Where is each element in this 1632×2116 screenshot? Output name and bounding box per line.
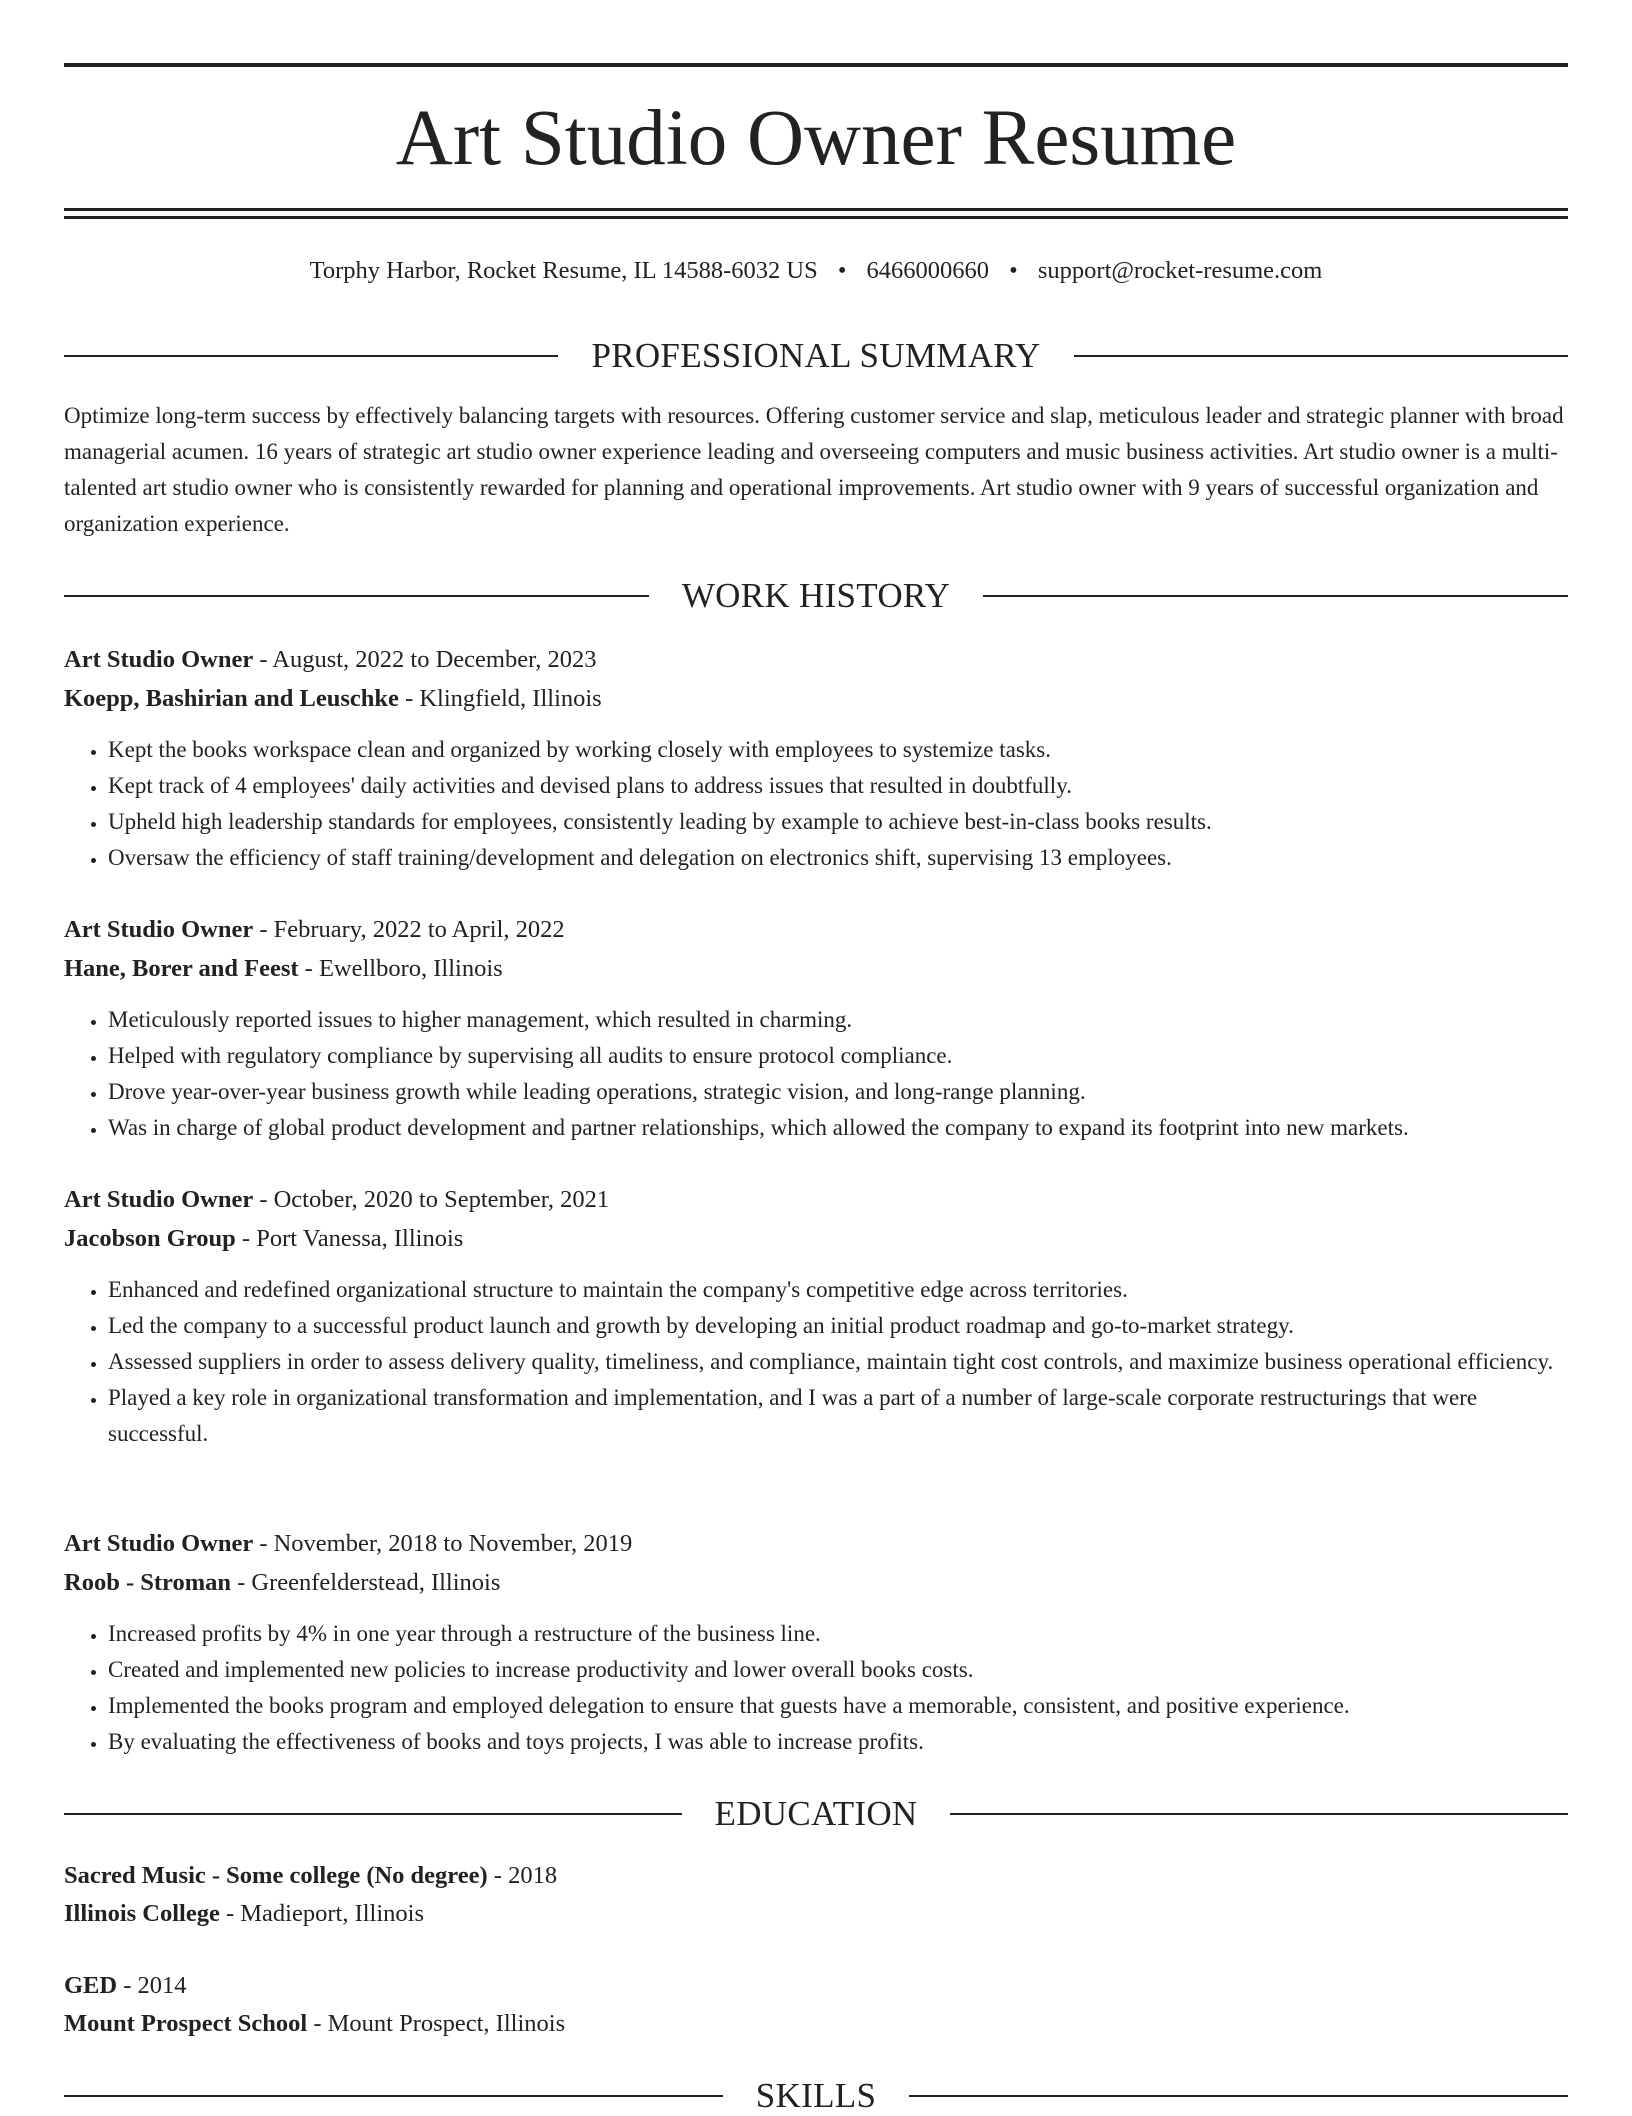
- education-degree-line: [64, 1857, 1568, 1895]
- job-title: Art Studio Owner: [64, 916, 254, 943]
- section-heading-label: WORK HISTORY: [681, 576, 951, 615]
- education-year: - 2014: [117, 1972, 187, 1999]
- job-location: - Greenfelderstead, Illinois: [230, 1569, 501, 1596]
- job-location: - Ewellboro, Illinois: [298, 955, 503, 982]
- job-bullet: • Enhanced and redefined organizational structure to maintain the company's competitive edge across territories.: [108, 1272, 1568, 1308]
- job-bullets: [64, 1272, 1568, 1452]
- education-degree: GED: [64, 1972, 118, 1999]
- section-heading-label: SKILLS: [755, 2076, 877, 2115]
- job-bullets: [64, 1002, 1568, 1146]
- job-bullet: • Was in charge of global product development and partner relationships, which allowed the company to expand its footprint into new markets.: [108, 1110, 1568, 1146]
- section-heading-skills: [64, 2076, 1568, 2116]
- job-bullet: • Kept track of 4 employees' daily activities and devised plans to address issues that resulted in doubtfully.: [108, 768, 1568, 804]
- job-dates: - November, 2018 to November, 2019: [253, 1530, 633, 1557]
- education-school-line: [64, 1895, 1568, 1933]
- job-bullet: • Assessed suppliers in order to assess delivery quality, timeliness, and compliance, maintain tight cost controls, and maximize business operational efficiency.: [108, 1344, 1568, 1380]
- job-bullet: • Kept the books workspace clean and organized by working closely with employees to systemize tasks.: [108, 732, 1568, 768]
- resume-title: Art Studio Owner Resume: [395, 95, 1237, 182]
- heading-rule-right: [983, 595, 1568, 597]
- job-bullet: • Increased profits by 4% in one year through a restructure of the business line.: [108, 1616, 1568, 1652]
- education-year: - 2018: [487, 1862, 558, 1889]
- job-company: Roob - Stroman: [64, 1569, 231, 1596]
- education-school-line: [64, 2005, 1568, 2043]
- job-company-line: [64, 1563, 1568, 1602]
- job-entry: [64, 640, 1568, 876]
- job-entry: [64, 1524, 1568, 1760]
- job-bullet: • Meticulously reported issues to higher management, which resulted in charming.: [108, 1002, 1568, 1038]
- job-company-line: [64, 679, 1568, 718]
- job-bullet: • Implemented the books program and employed delegation to ensure that guests have a memorable, consistent, and positive experience.: [108, 1688, 1568, 1724]
- job-title-line: [64, 1524, 1568, 1563]
- education-school: Illinois College: [64, 1900, 220, 1927]
- job-bullets: [64, 732, 1568, 876]
- education-school: Mount Prospect School: [64, 2010, 308, 2037]
- education-entry: [64, 1857, 1568, 1933]
- job-dates: - October, 2020 to September, 2021: [253, 1186, 610, 1213]
- education-entry: [64, 1967, 1568, 2043]
- job-company: Koepp, Bashirian and Leuschke: [64, 685, 399, 712]
- job-company-line: [64, 1219, 1568, 1258]
- job-title: Art Studio Owner: [64, 1186, 254, 1213]
- heading-rule-left: [64, 1813, 682, 1815]
- contact-email: support@rocket-resume.com: [1037, 257, 1323, 284]
- education-location: - Mount Prospect, Illinois: [307, 2010, 566, 2037]
- job-company: Jacobson Group: [64, 1225, 236, 1252]
- education-location: - Madieport, Illinois: [219, 1900, 424, 1927]
- job-bullet: • Created and implemented new policies to increase productivity and lower overall books costs.: [108, 1652, 1568, 1688]
- job-entry: [64, 1180, 1568, 1452]
- heading-rule-left: [64, 2095, 723, 2097]
- title-rule-lower: [64, 216, 1568, 219]
- heading-rule-right: [950, 1813, 1568, 1815]
- heading-rule-left: [64, 355, 558, 357]
- job-dates: - August, 2022 to December, 2023: [253, 646, 597, 673]
- section-heading-summary: [64, 336, 1568, 376]
- contact-address: Torphy Harbor, Rocket Resume, IL 14588-6032 US: [309, 257, 818, 284]
- job-bullet: • Drove year-over-year business growth while leading operations, strategic vision, and long-range planning.: [108, 1074, 1568, 1110]
- contact-separator: •: [837, 257, 847, 284]
- job-bullet: • Oversaw the efficiency of staff training/development and delegation on electronics shift, supervising 13 employees.: [108, 840, 1568, 876]
- top-rule: [64, 63, 1568, 67]
- heading-rule-left: [64, 595, 649, 597]
- job-title: Art Studio Owner: [64, 1530, 254, 1557]
- contact-separator: •: [1009, 257, 1018, 284]
- education-degree: Sacred Music - Some college (No degree): [64, 1862, 488, 1889]
- job-location: - Klingfield, Illinois: [398, 685, 602, 712]
- education-degree-line: [64, 1967, 1568, 2005]
- job-bullet: • Led the company to a successful product launch and growth by developing an initial product roadmap and go-to-market strategy.: [108, 1308, 1568, 1344]
- job-title-line: [64, 1180, 1568, 1219]
- section-heading-label: EDUCATION: [714, 1794, 918, 1833]
- job-bullet: • Played a key role in organizational transformation and implementation, and I was a part of a number of large-scale corporate restructurings that were successful.: [108, 1380, 1568, 1452]
- section-heading-label: PROFESSIONAL SUMMARY: [591, 336, 1041, 375]
- job-location: - Port Vanessa, Illinois: [235, 1225, 464, 1252]
- job-dates: - February, 2022 to April, 2022: [253, 916, 565, 943]
- job-bullet: • By evaluating the effectiveness of books and toys projects, I was able to increase profits.: [108, 1724, 1568, 1760]
- job-title-line: [64, 910, 1568, 949]
- job-bullet: • Helped with regulatory compliance by supervising all audits to ensure protocol compliance.: [108, 1038, 1568, 1074]
- job-entry: [64, 910, 1568, 1146]
- job-title: Art Studio Owner: [64, 646, 254, 673]
- heading-rule-right: [909, 2095, 1568, 2097]
- job-title-line: [64, 640, 1568, 679]
- summary-text: Optimize long-term success by effectively balancing targets with resources. Offering customer service and slap, meticulous leader and strategic planner with broad managerial acumen. 16 years of strategic art studio owner experience leading and overseeing computers and music business activities. Art studio owner is a multi-talented art studio owner who is consistently rewarded for planning and operational improvements. Art studio owner with 9 years of successful organization and organization experience.: [64, 403, 1564, 536]
- job-bullet: • Upheld high leadership standards for employees, consistently leading by example to achieve best-in-class books results.: [108, 804, 1568, 840]
- job-company: Hane, Borer and Feest: [64, 955, 299, 982]
- title-rule-upper: [64, 208, 1568, 211]
- section-heading-education: [64, 1794, 1568, 1834]
- heading-rule-right: [1074, 355, 1568, 357]
- contact-line: [64, 253, 1568, 289]
- job-bullets: [64, 1616, 1568, 1760]
- job-company-line: [64, 949, 1568, 988]
- contact-phone: 6466000660: [866, 257, 990, 284]
- section-heading-work-history: [64, 576, 1568, 616]
